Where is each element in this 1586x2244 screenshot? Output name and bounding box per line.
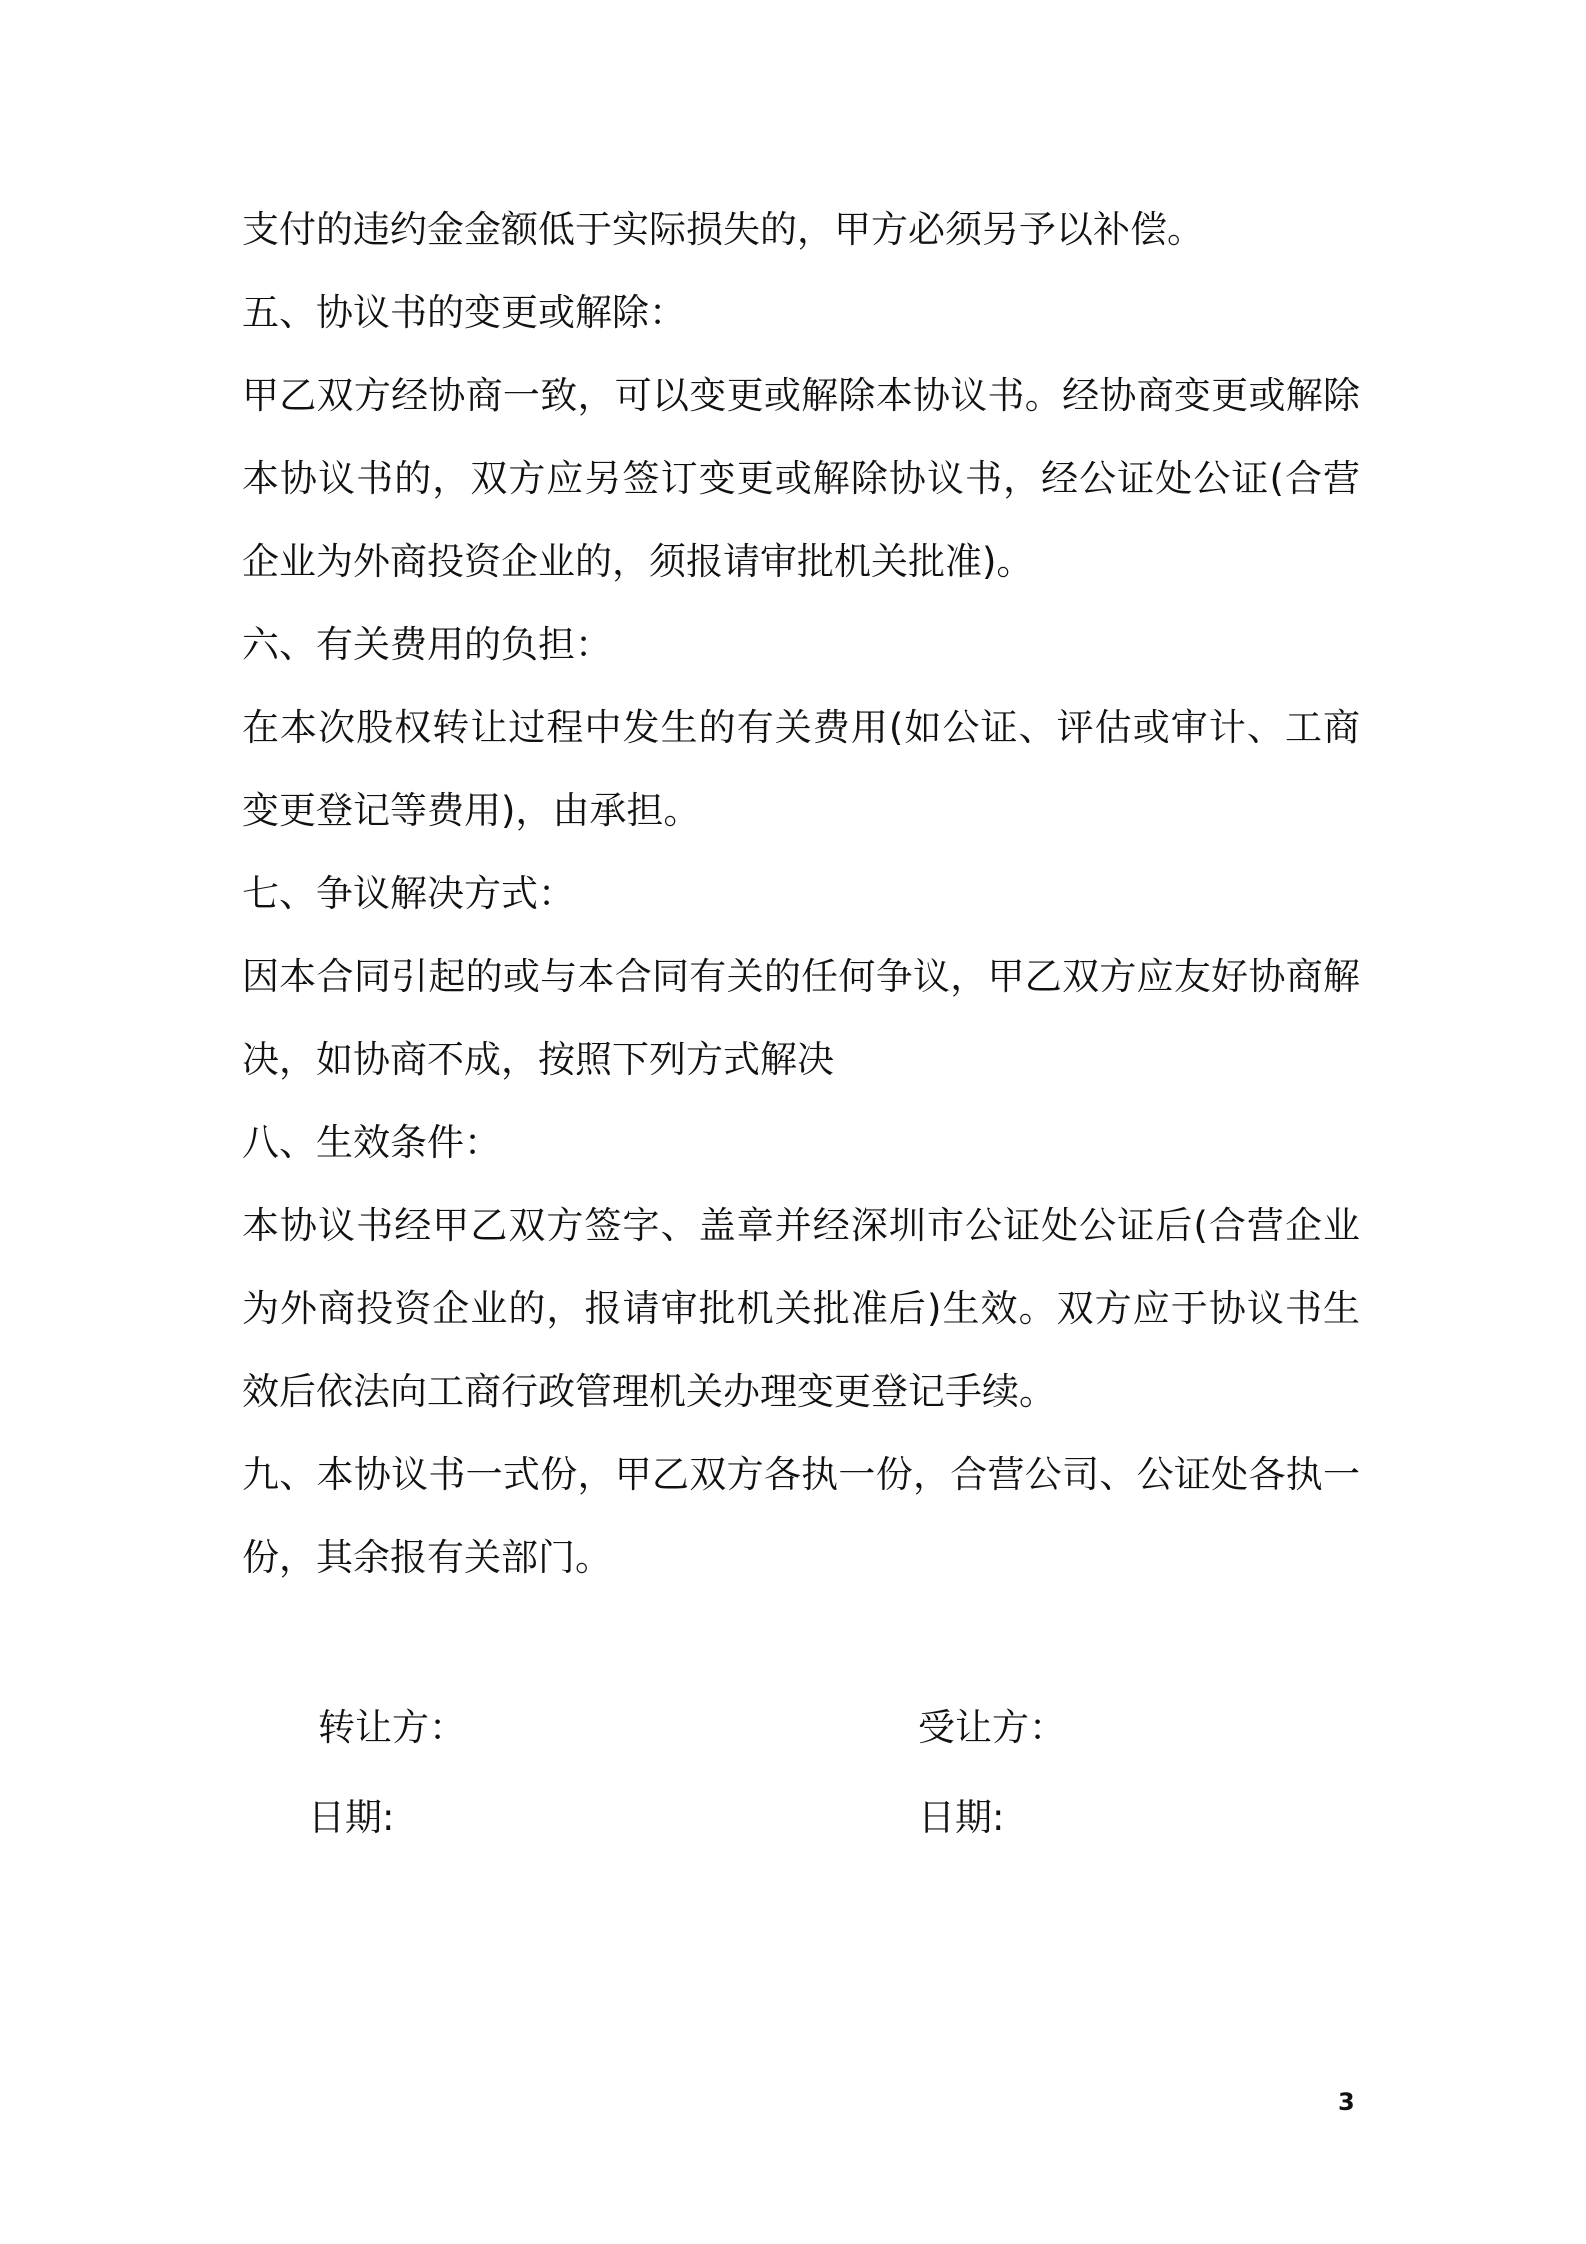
text-line-1: 支付的违约金金额低于实际损失的，甲方必须另予以补偿。 [242,208,1204,251]
section-heading-9: 九、本协议书一式份，甲乙双方各执一份，合营公司、公证处各执一 [242,1453,1360,1496]
text-line-13: 本协议书经甲乙双方签字、盖章并经深圳市公证处公证后(合营企业 [242,1204,1360,1247]
transferee-label: 受让方： [918,1706,1066,1749]
transferee-date-label: 日期: [918,1796,1005,1839]
text-line-5: 企业为外商投资企业的，须报请审批机关批准)。 [242,540,1034,583]
text-line-7: 在本次股权转让过程中发生的有关费用(如公证、评估或审计、工商 [242,706,1360,749]
section-heading-7: 七、争议解决方式： [242,872,575,915]
text-line-15: 效后依法向工商行政管理机关办理变更登记手续。 [242,1370,1056,1413]
text-line-3: 甲乙双方经协商一致，可以变更或解除本协议书。经协商变更或解除 [242,374,1360,417]
text-line-14: 为外商投资企业的，报请审批机关批准后)生效。双方应于协议书生 [242,1287,1360,1330]
section-heading-8: 八、生效条件： [242,1121,501,1164]
section-heading-5: 五、协议书的变更或解除： [242,291,686,334]
text-line-4: 本协议书的，双方应另签订变更或解除协议书，经公证处公证(合营 [242,457,1360,500]
text-line-10: 因本合同引起的或与本合同有关的任何争议，甲乙双方应友好协商解 [242,955,1360,998]
section-heading-6: 六、有关费用的负担： [242,623,612,666]
transferor-date-label: 日期: [308,1796,395,1839]
text-line-11: 决，如协商不成，按照下列方式解决 [242,1038,834,1081]
text-line-17: 份，其余报有关部门。 [242,1536,612,1579]
transferor-label: 转让方： [318,1706,466,1749]
text-line-8: 变更登记等费用)，由承担。 [242,789,701,832]
page-number: 3 [1338,2088,1355,2116]
